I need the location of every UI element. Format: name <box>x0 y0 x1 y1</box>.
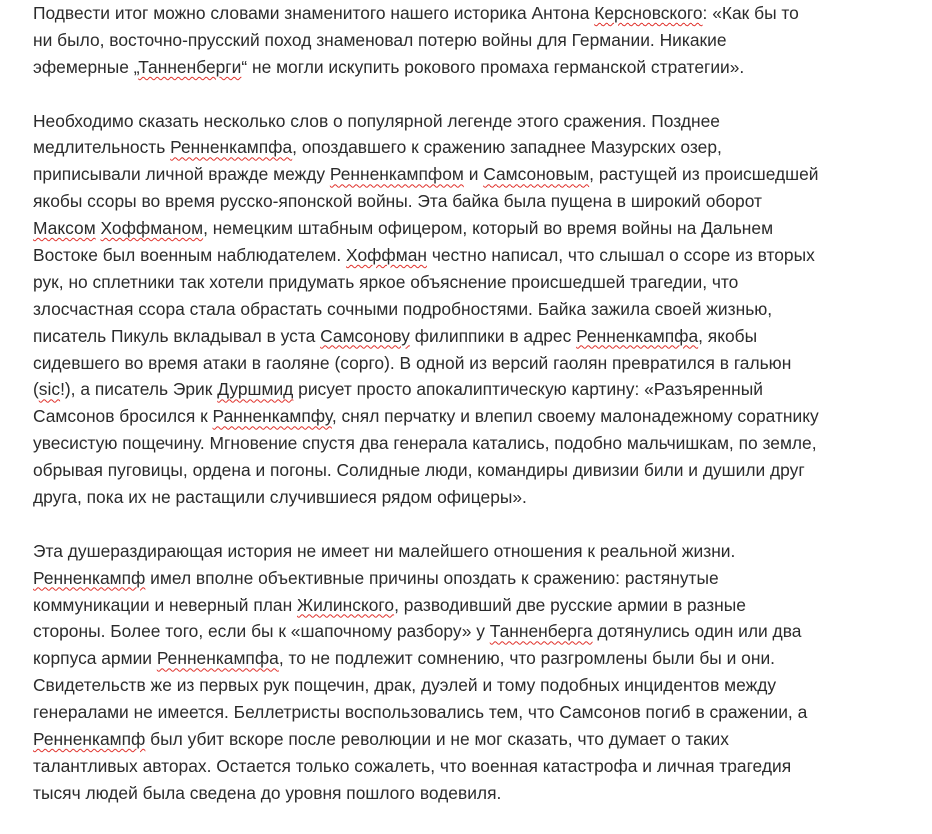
spellcheck-flagged-word[interactable]: Самсонову <box>320 325 410 346</box>
text-line: ни было, восточно-прусский поход знаменовал потерю войны для Германии. Никакие <box>33 29 727 50</box>
text-line: (sic!), а писатель Эрик Дуршмид рисует просто апокалиптическую картину: «Разъяренный <box>33 379 763 400</box>
text-line: генералами не имеется. Беллетристы воспользовались тем, что Самсонов погиб в сражении, а <box>33 702 808 723</box>
text-line: Необходимо сказать несколько слов о популярной легенде этого сражения. Позднее <box>33 110 720 131</box>
spellcheck-flagged-word[interactable]: Ренненкампф <box>33 567 146 588</box>
spellcheck-flagged-word[interactable]: Хоффман <box>346 245 427 266</box>
text-line: коммуникации и неверный план Жилинского, разводивший две русские армии в разные <box>33 594 746 615</box>
spellcheck-flagged-word[interactable]: Ренненкампфа <box>576 325 699 346</box>
text-line: Максом Хоффманом, немецким штабным офицером, который во время войны на Дальнем <box>33 218 774 239</box>
spellcheck-flagged-word[interactable]: Танненберги <box>138 56 242 77</box>
text-line: Ренненкампф имел вполне объективные причины опоздать к сражению: растянутые <box>33 567 719 588</box>
text-line: писатель Пикуль вкладывал в уста Самсонову филиппики в адрес Ренненкампфа, якобы <box>33 325 758 346</box>
text-line: обрывая пуговицы, ордена и погоны. Солидные люди, командиры дивизии били и душили друг <box>33 460 805 481</box>
text-line: Самсонов бросился к Ранненкампфу, снял перчатку и влепил своему малонадежному соратнику <box>33 406 819 427</box>
paragraph-2 <box>33 108 929 511</box>
text-line: талантливых авторах. Остается только сожалеть, что военная катастрофа и личная трагедия <box>33 755 792 776</box>
text-line: Свидетельств же из первых рук пощечин, драк, дуэлей и тому подобных инцидентов между <box>33 675 777 696</box>
spellcheck-flagged-word[interactable]: Максом <box>33 218 96 239</box>
text-line: Эта душераздирающая история не имеет ни малейшего отношения к реальной жизни. <box>33 540 736 561</box>
text-line: эфемерные „Танненберги“ не могли искупить рокового промаха германской стратегии». <box>33 56 745 77</box>
spellcheck-flagged-word[interactable]: Ренненкампфа <box>156 648 279 669</box>
text-line: тысяч людей была сведена до уровня пошлого водевиля. <box>33 782 502 803</box>
article-body <box>33 0 929 834</box>
text-line: злосчастная ссора стала обрастать сочными подробностями. Байка зажила своей жизнью, <box>33 298 773 319</box>
spellcheck-flagged-word[interactable]: Дуршмид <box>217 379 294 400</box>
spellcheck-flagged-word[interactable]: Ранненкампфу <box>212 406 332 427</box>
spellcheck-flagged-word[interactable]: sic <box>38 379 61 400</box>
paragraph-3 <box>33 538 929 807</box>
spellcheck-flagged-word[interactable]: Ренненкампфа <box>170 137 293 158</box>
text-line: Востоке был военным наблюдателем. Хоффман честно написал, что слышал о ссоре из вторых <box>33 245 815 266</box>
spellcheck-flagged-word[interactable]: Жилинского <box>297 594 395 615</box>
paragraph-1 <box>33 0 929 81</box>
text-line: приписывали личной вражде между Ренненкампфом и Самсоновым, растущей из происшедшей <box>33 164 819 185</box>
spellcheck-flagged-word[interactable]: Ренненкампф <box>33 729 146 750</box>
text-line: друга, пока их не растащили случившиеся рядом офицеры». <box>33 487 527 508</box>
text-line: якобы ссоры во время русско-японской войны. Эта байка была пущена в широкий оборот <box>33 191 762 212</box>
text-line: стороны. Более того, если бы к «шапочному разбору» у Танненберга дотянулись один или два <box>33 621 802 642</box>
text-line: рук, но сплетники так хотели придумать яркое объяснение происшедшей трагедии, что <box>33 271 739 292</box>
text-line: увесистую пощечину. Мгновение спустя два генерала катались, подобно мальчишкам, по земле, <box>33 433 817 454</box>
text-line: Ренненкампф был убит вскоре после революции и не мог сказать, что думает о таких <box>33 729 729 750</box>
text-line: медлительность Ренненкампфа, опоздавшего к сражению западнее Мазурских озер, <box>33 137 722 158</box>
spellcheck-flagged-word[interactable]: Самсоновым <box>483 164 590 185</box>
spellcheck-flagged-word[interactable]: Ренненкампфом <box>329 164 464 185</box>
spellcheck-flagged-word[interactable]: Танненберга <box>489 621 593 642</box>
text-line: сидевшего во время атаки в гаоляне (сорго). В одной из версий гаолян превратился в гальюн <box>33 352 792 373</box>
spellcheck-flagged-word[interactable]: Хоффманом <box>100 218 204 239</box>
spellcheck-flagged-word[interactable]: Керсновского <box>594 3 703 23</box>
text-line: корпуса армии Ренненкампфа, то не подлежит сомнению, что разгромлены были бы и они. <box>33 648 775 669</box>
text-line: Подвести итог можно словами знаменитого нашего историка Антона Керсновского: «Как бы то <box>33 3 799 23</box>
